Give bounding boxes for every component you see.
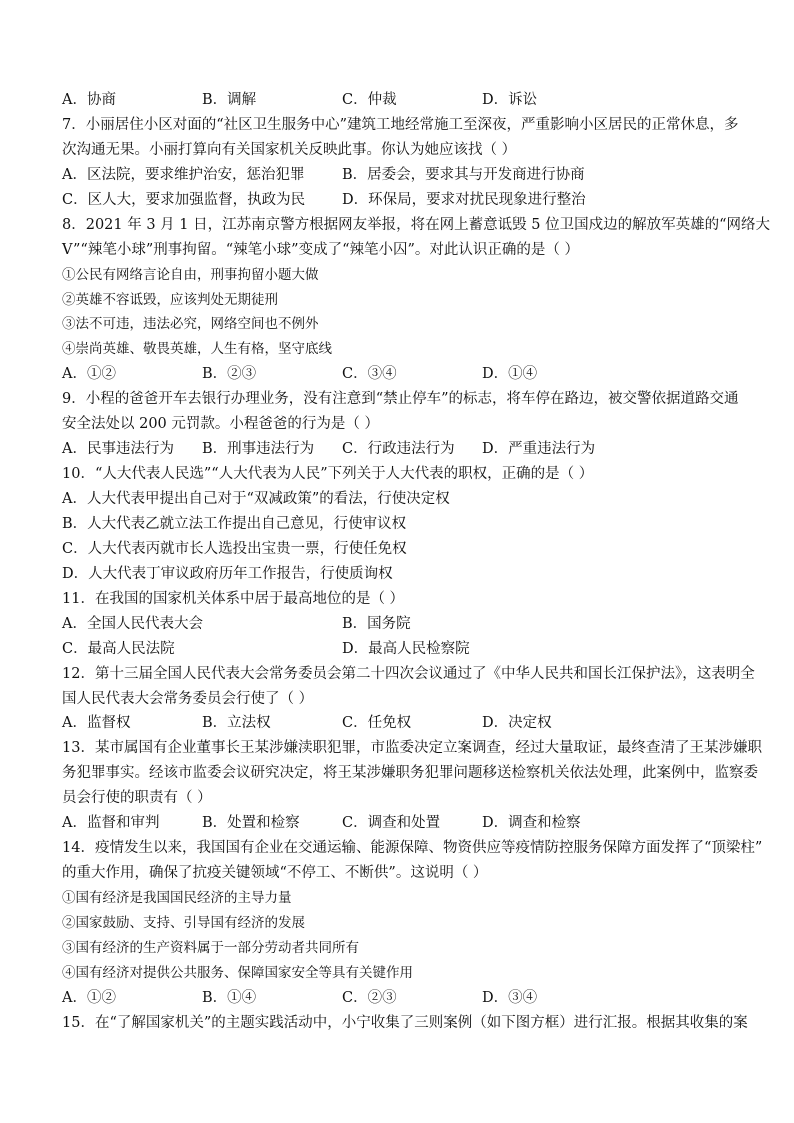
- q11-option-d: D．最高人民检察院: [342, 640, 470, 657]
- q8-item-4: ④崇尚英雄、敬畏英雄，人生有格，坚守底线: [62, 341, 332, 358]
- q14-stem-line-2: 的重大作用，确保了抗疫关键领域“不停工、不断供”。这说明（ ）: [62, 865, 488, 882]
- q7-option-c: C．区人大，要求加强监督，执政为民: [62, 191, 306, 208]
- q8-option-c: C．③④: [342, 366, 397, 383]
- q8-item-2: ②英雄不容诋毁，应该判处无期徒刑: [62, 291, 278, 308]
- q6-option-a: A．协商: [62, 92, 116, 108]
- q9-options: [62, 437, 736, 462]
- q8-option-a: A．①②: [62, 366, 116, 383]
- q7-stem-line-1: 7．小丽居住小区对面的“社区卫生服务中心”建筑工地经常施工至深夜，严重影响小区居民的正常休息，多: [62, 116, 739, 133]
- q14-item-4: ④国有经济对提供公共服务、保障国家安全等具有关键作用: [62, 964, 413, 981]
- q12-options: [62, 711, 736, 736]
- q9-option-a: A．民事违法行为: [62, 441, 174, 458]
- q13-stem-line-2: 务犯罪事实。经该市监委会议研究决定，将王某涉嫌职务犯罪问题移送检察机关依法处理，此案例中，监察委: [62, 765, 758, 782]
- q8-option-d: D．①④: [482, 366, 538, 383]
- q10-option-b: B．人大代表乙就立法工作提出自己意见，行使审议权: [62, 515, 407, 532]
- q12-option-b: B．立法权: [202, 715, 271, 732]
- q13-option-b: B．处置和检察: [202, 815, 300, 832]
- q7-option-a: A．区法院，要求维护治安，惩治犯罪: [62, 166, 305, 183]
- q15-stem-line-1: 15．在“了解国家机关”的主题实践活动中，小宁收集了三则案例（如下图方框）进行汇报。根据其收集的案: [62, 1014, 748, 1031]
- q9-stem-line-2: 安全法处以 200 元罚款。小程爸爸的行为是（ ）: [62, 416, 380, 433]
- q11-options-row-2: [62, 637, 736, 662]
- q7-option-d: D．环保局，要求对扰民现象进行整治: [342, 191, 586, 208]
- q9-stem-line-1: 9．小程的爸爸开车去银行办理业务，没有注意到“禁止停车”的标志，将车停在路边，被交警依据道路交通: [62, 391, 739, 408]
- q12-option-a: A．监督权: [62, 715, 131, 732]
- q10-option-a: A．人大代表甲提出自己对于“双减政策”的看法，行使决定权: [62, 491, 450, 507]
- q7-options-row-1: [62, 163, 736, 188]
- q14-option-a: A．①②: [62, 989, 116, 1006]
- q8-stem-line-2: V”“辣笔小球”刑事拘留。“辣笔小球”变成了“辣笔小囚”。对此认识正确的是（ ）: [62, 241, 579, 258]
- q12-option-d: D．决定权: [482, 715, 552, 732]
- q11-option-a: A．全国人民代表大会: [62, 615, 203, 632]
- q14-item-1: ①国有经济是我国国民经济的主导力量: [62, 890, 292, 906]
- q14-options: [62, 986, 736, 1011]
- q10-option-d: D．人大代表丁审议政府历年工作报告，行使质询权: [62, 565, 393, 582]
- q11-option-b: B．国务院: [342, 615, 411, 632]
- q14-option-b: B．①④: [202, 989, 257, 1006]
- q7-option-b: B．居委会，要求其与开发商进行协商: [342, 166, 585, 183]
- q13-stem-line-1: 13．某市属国有企业董事长王某涉嫌渎职犯罪，市监委决定立案调查，经过大量取证，最终查清了王某涉嫌职: [62, 740, 762, 757]
- q7-stem-line-2: 次沟通无果。小丽打算向有关国家机关反映此事。你认为她应该找（ ）: [62, 141, 517, 158]
- q8-options: [62, 362, 736, 387]
- q11-options-row-1: [62, 612, 736, 637]
- q14-item-2: ②国家鼓励、支持、引导国有经济的发展: [62, 914, 305, 931]
- q12-option-c: C．任免权: [342, 715, 412, 732]
- q9-option-c: C．行政违法行为: [342, 441, 455, 458]
- q11-option-c: C．最高人民法院: [62, 640, 175, 657]
- q6-options: [62, 88, 736, 113]
- q13-option-c: C．调查和处置: [342, 815, 441, 832]
- q8-stem-line-1: 8．2021 年 3 月 1 日，江苏南京警方根据网友举报，将在网上蓄意诋毁 5 位卫国戍边的解放军英雄的“网络大: [62, 216, 770, 233]
- q10-option-c: C．人大代表丙就市长人选投出宝贵一票，行使任免权: [62, 540, 407, 557]
- q11-stem-line-1: 11．在我国的国家机关体系中居于最高地位的是（ ）: [62, 590, 405, 607]
- q6-option-b: B．调解: [202, 92, 257, 108]
- q13-options: [62, 811, 736, 836]
- q6-option-c: C．仲裁: [342, 92, 397, 108]
- exam-page: [62, 88, 770, 1036]
- q14-option-d: D．③④: [482, 989, 538, 1006]
- q12-stem-line-1: 12．第十三届全国人民代表大会常务委员会第二十四次会议通过了《中华人民共和国长江保护法》，这表明全: [62, 665, 755, 682]
- q13-option-a: A．监督和审判: [62, 815, 160, 832]
- q7-options-row-2: [62, 188, 736, 213]
- q8-item-3: ③法不可违，违法必究，网络空间也不例外: [62, 316, 319, 333]
- q14-item-3: ③国有经济的生产资料属于一部分劳动者共同所有: [62, 939, 359, 956]
- q9-option-b: B．刑事违法行为: [202, 441, 315, 458]
- q6-option-d: D．诉讼: [482, 92, 538, 108]
- q13-option-d: D．调查和检察: [482, 815, 581, 832]
- q14-option-c: C．②③: [342, 989, 397, 1006]
- q12-stem-line-2: 国人民代表大会常务委员会行使了（ ）: [62, 690, 314, 707]
- q9-option-d: D．严重违法行为: [482, 441, 596, 458]
- q14-stem-line-1: 14．疫情发生以来，我国国有企业在交通运输、能源保障、物资供应等疫情防控服务保障方面发挥了“顶梁柱”: [62, 840, 763, 857]
- q8-item-1: ①公民有网络言论自由，刑事拘留小题大做: [62, 266, 319, 283]
- q8-option-b: B．②③: [202, 366, 257, 383]
- q10-stem-line-1: 10．“人大代表人民选”“人大代表为人民”下列关于人大代表的职权，正确的是（ ）: [62, 466, 594, 483]
- q13-stem-line-3: 员会行使的职责有（ ）: [62, 790, 212, 807]
